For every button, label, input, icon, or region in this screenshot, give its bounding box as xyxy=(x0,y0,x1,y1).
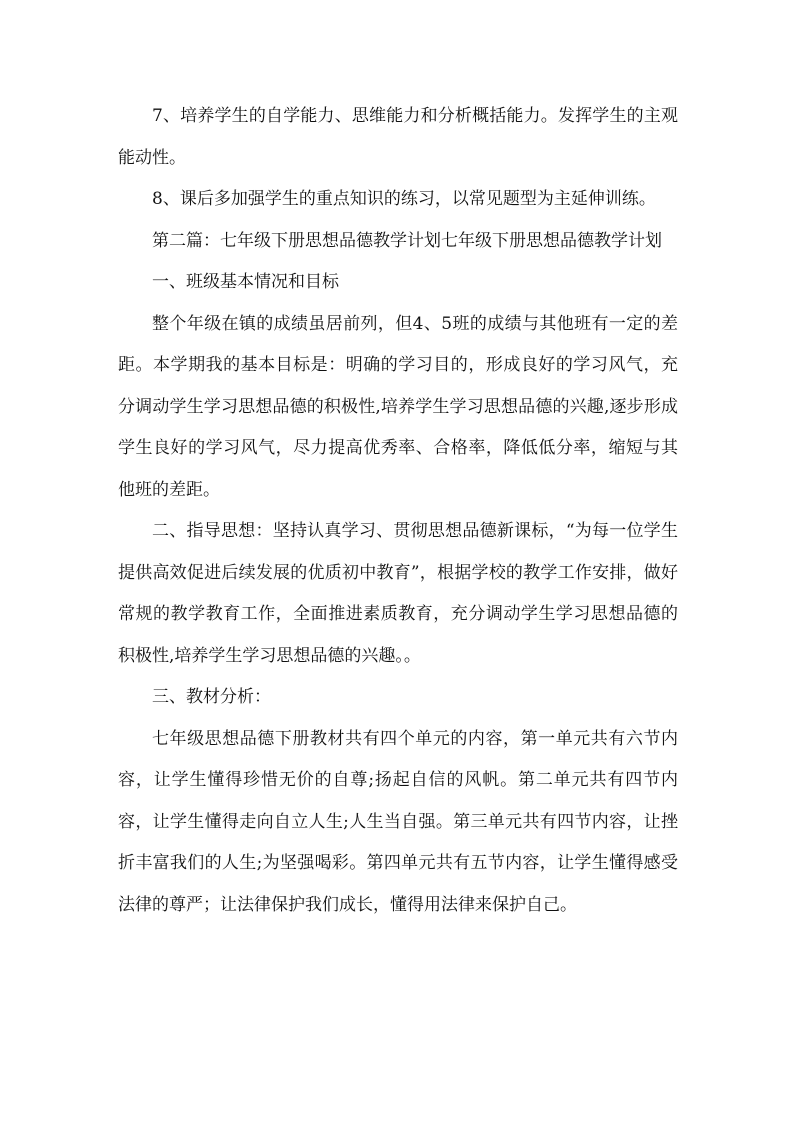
paragraph-guiding-thought: 二、指导思想：坚持认真学习、贯彻思想品德新课标，“为每一位学生提供高效促进后续发展的优质初中教育”，根据学校的教学工作安排，做好常规的教学教育工作，全面推进素质教育，充分调动学生学习思想品德的积极性,培养学生学习思想品德的兴趣。。 xyxy=(118,521,678,666)
paragraph-item-7: 7、培养学生的自学能力、思维能力和分析概括能力。发挥学生的主观能动性。 xyxy=(118,106,678,168)
paragraph-textbook-analysis: 七年级思想品德下册教材共有四个单元的内容，第一单元共有六节内容，让学生懂得珍惜无价的自尊;扬起自信的风帆。第二单元共有四节内容，让学生懂得走向自立人生;人生当自强。第三单元共有四节内容，让挫折丰富我们的人生;为坚强喝彩。第四单元共有五节内容，让学生懂得感受法律的尊严；让法律保护我们成长，懂得用法律来保护自己。 xyxy=(118,728,678,915)
heading-textbook-analysis: 三、教材分析： xyxy=(152,687,271,707)
paragraph-class-situation: 整个年级在镇的成绩虽居前列，但4、5班的成绩与其他班有一定的差距。本学期我的基本目标是：明确的学习目的，形成良好的学习风气，充分调动学生学习思想品德的积极性,培养学生学习思想品德的兴趣,逐步形成学生良好的学习风气，尽力提高优秀率、合格率，降低低分率，缩短与其他班的差距。 xyxy=(118,313,678,500)
section-heading-part-two: 第二篇：七年级下册思想品德教学计划七年级下册思想品德教学计划 xyxy=(152,230,662,251)
paragraph-item-8: 8、课后多加强学生的重点知识的练习，以常见题型为主延伸训练。 xyxy=(152,189,656,209)
document-body xyxy=(118,96,678,926)
heading-class-situation: 一、班级基本情况和目标 xyxy=(152,272,339,292)
